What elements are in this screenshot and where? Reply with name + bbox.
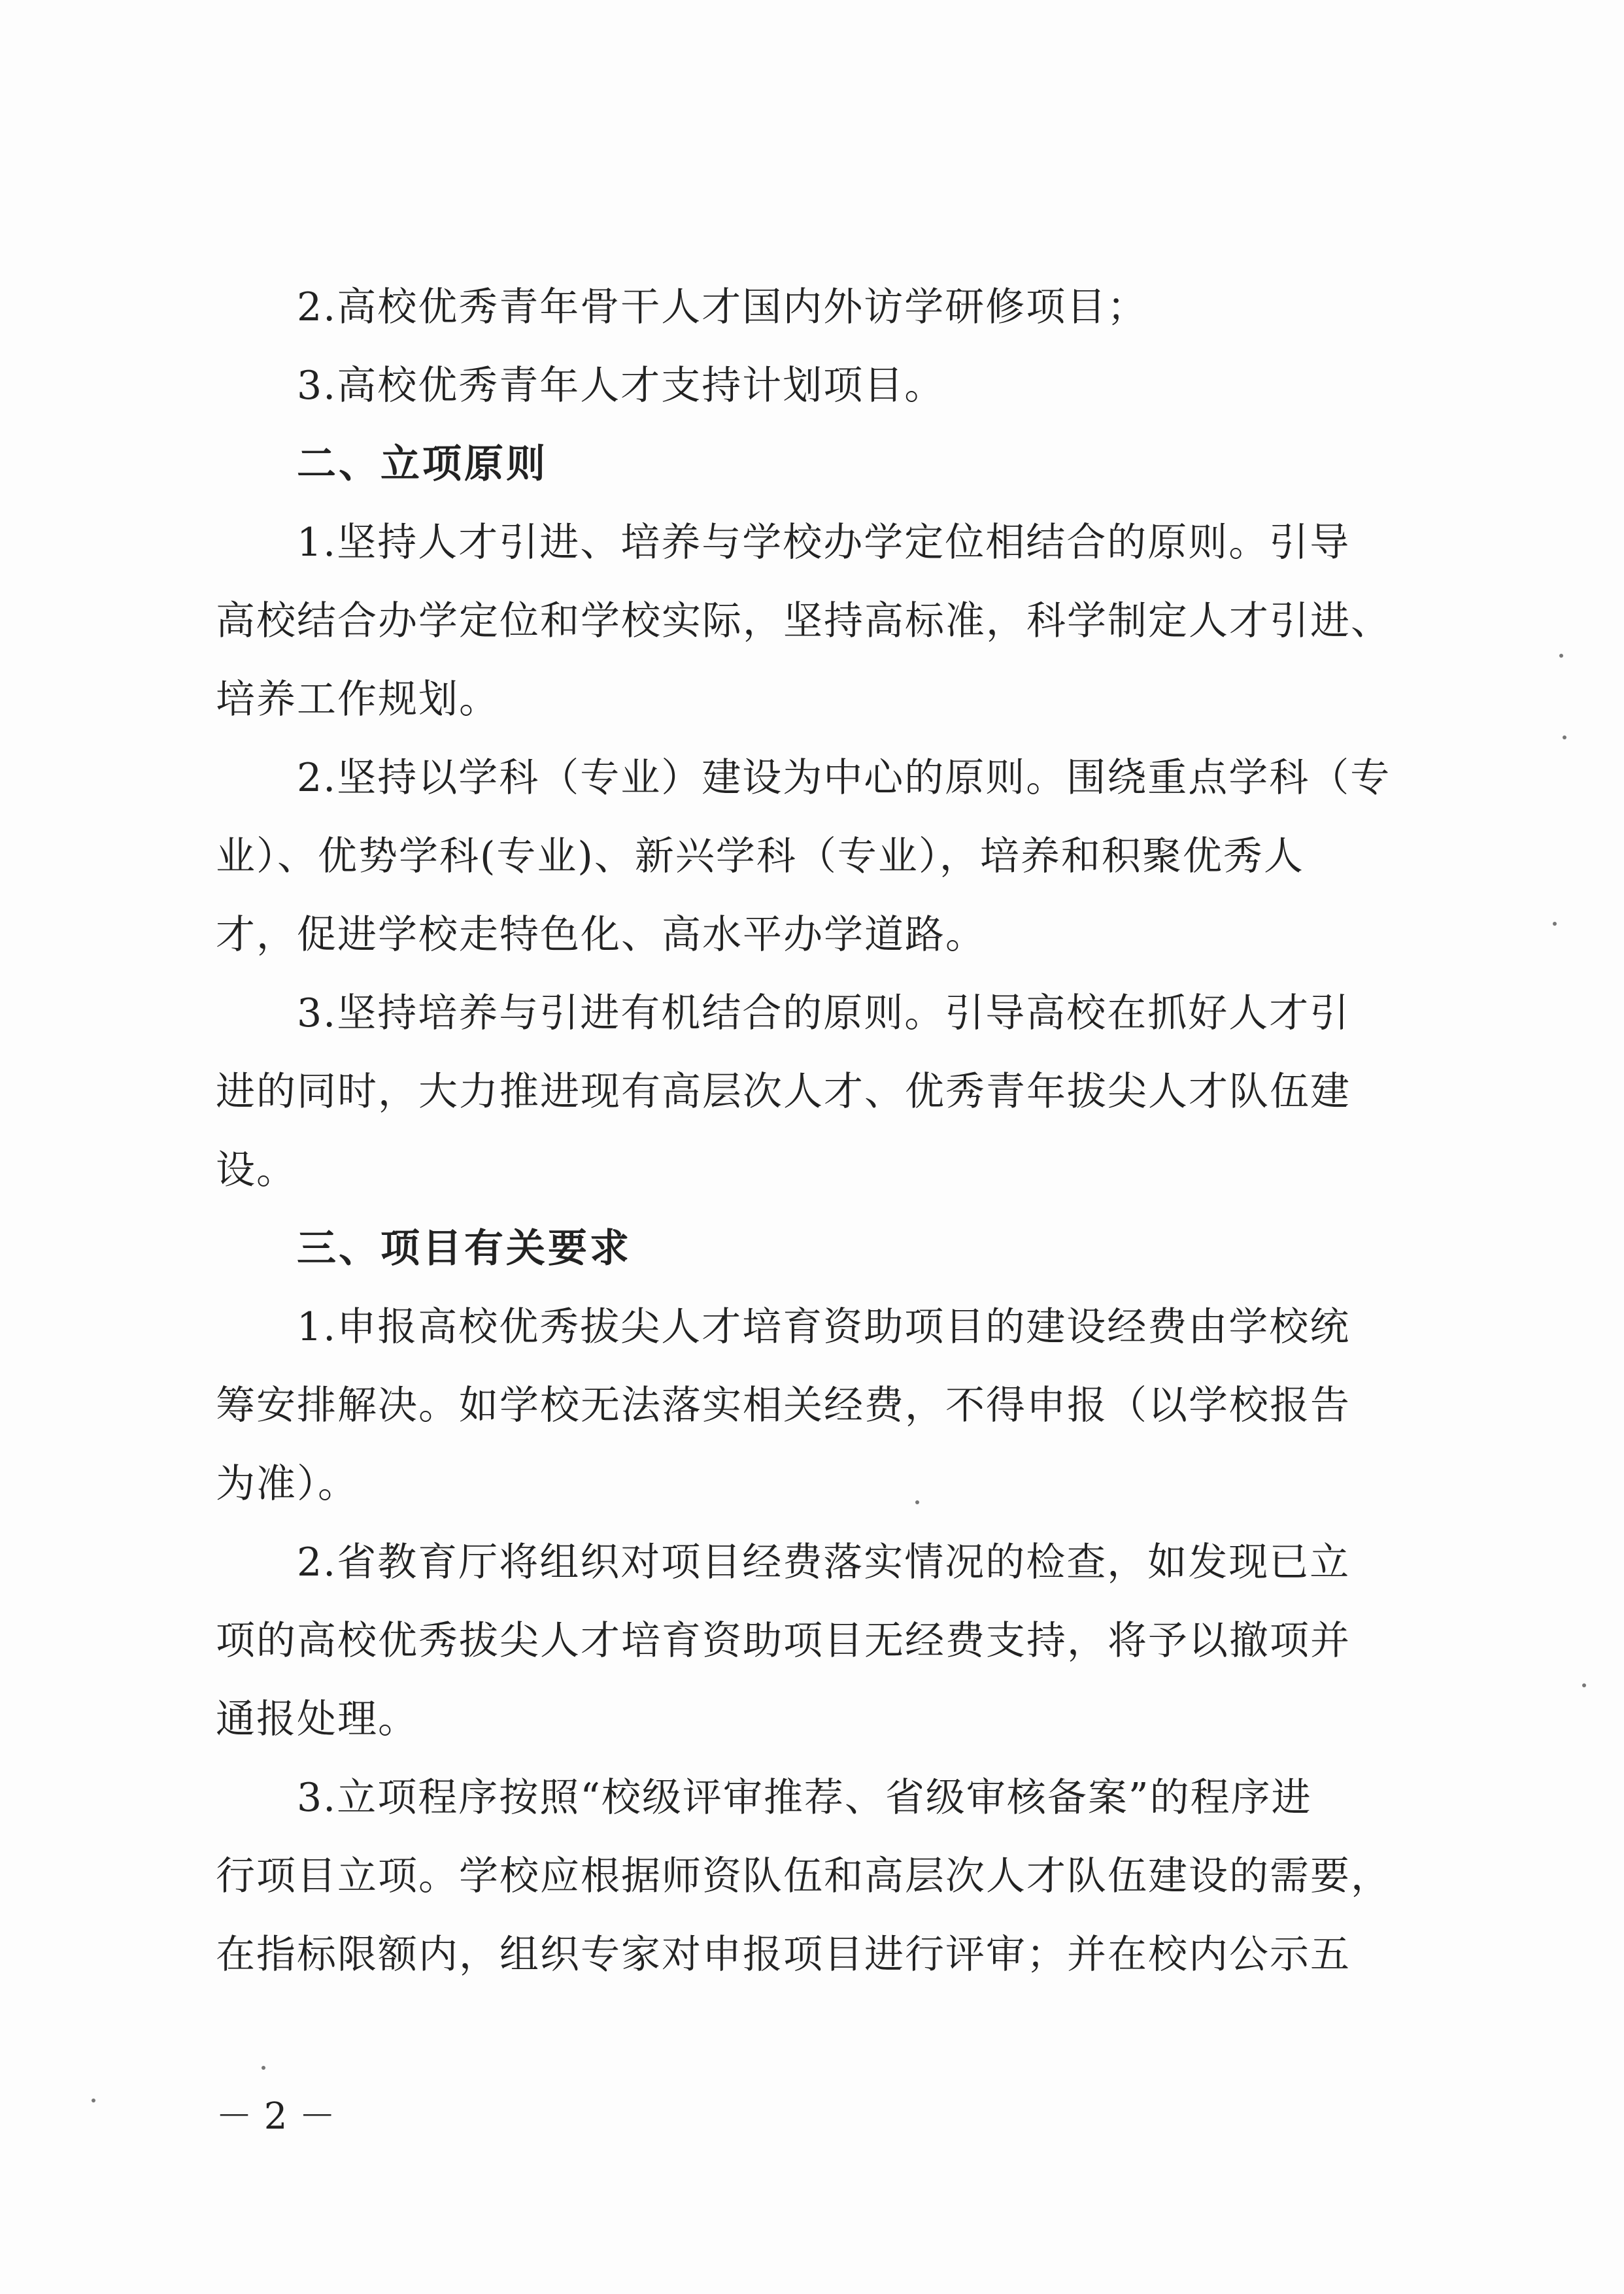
scan-speck (1559, 654, 1563, 658)
section-heading: 三、项目有关要求 (297, 1226, 632, 1272)
paragraph-line: 为准）。 (216, 1461, 358, 1507)
paragraph-line: 进的同时，大力推进现有高层次人才、优秀青年拔尖人才队伍建 (216, 1069, 1351, 1115)
paragraph-line: 1.申报高校优秀拔尖人才培育资助项目的建设经费由学校统 (297, 1304, 1351, 1350)
paragraph-line: 培养工作规划。 (216, 677, 499, 722)
scan-speck (1553, 922, 1557, 926)
paragraph-line: 才，促进学校走特色化、高水平办学道路。 (216, 912, 986, 958)
paragraph-line: 2.省教育厅将组织对项目经费落实情况的检查，如发现已立 (297, 1540, 1351, 1585)
paragraph-line: 3.立项程序按照“校级评审推荐、省级审核备案”的程序进 (297, 1775, 1312, 1821)
page-number: － 2 － (216, 2095, 336, 2138)
paragraph-line: 1.坚持人才引进、培养与学校办学定位相结合的原则。引导 (297, 520, 1351, 565)
scan-speck (1582, 1683, 1586, 1687)
scan-speck (92, 2099, 95, 2102)
paragraph-line: 在指标限额内，组织专家对申报项目进行评审；并在校内公示五 (216, 1932, 1351, 1978)
paragraph-line: 筹安排解决。如学校无法落实相关经费，不得申报（以学校报告 (216, 1383, 1351, 1428)
paragraph-line: 2.坚持以学科（专业）建设为中心的原则。围绕重点学科（专 (297, 755, 1391, 801)
scan-speck (262, 2066, 265, 2070)
scan-speck (915, 1500, 919, 1504)
paragraph-line: 2.高校优秀青年骨干人才国内外访学研修项目； (297, 284, 1148, 330)
section-heading: 二、立项原则 (297, 441, 548, 487)
paragraph-line: 业）、优势学科(专业)、新兴学科（专业），培养和积聚优秀人 (216, 834, 1304, 879)
paragraph-line: 3.高校优秀青年人才支持计划项目。 (297, 363, 945, 409)
paragraph-line: 项的高校优秀拔尖人才培育资助项目无经费支持，将予以撤项并 (216, 1618, 1351, 1664)
paragraph-line: 设。 (216, 1147, 297, 1193)
paragraph-line: 行项目立项。学校应根据师资队伍和高层次人才队伍建设的需要， (216, 1853, 1391, 1899)
paragraph-line: 通报处理。 (216, 1696, 418, 1742)
scan-speck (1563, 735, 1566, 739)
paragraph-line: 3.坚持培养与引进有机结合的原则。引导高校在抓好人才引 (297, 990, 1351, 1036)
paragraph-line: 高校结合办学定位和学校实际，坚持高标准，科学制定人才引进、 (216, 598, 1391, 644)
